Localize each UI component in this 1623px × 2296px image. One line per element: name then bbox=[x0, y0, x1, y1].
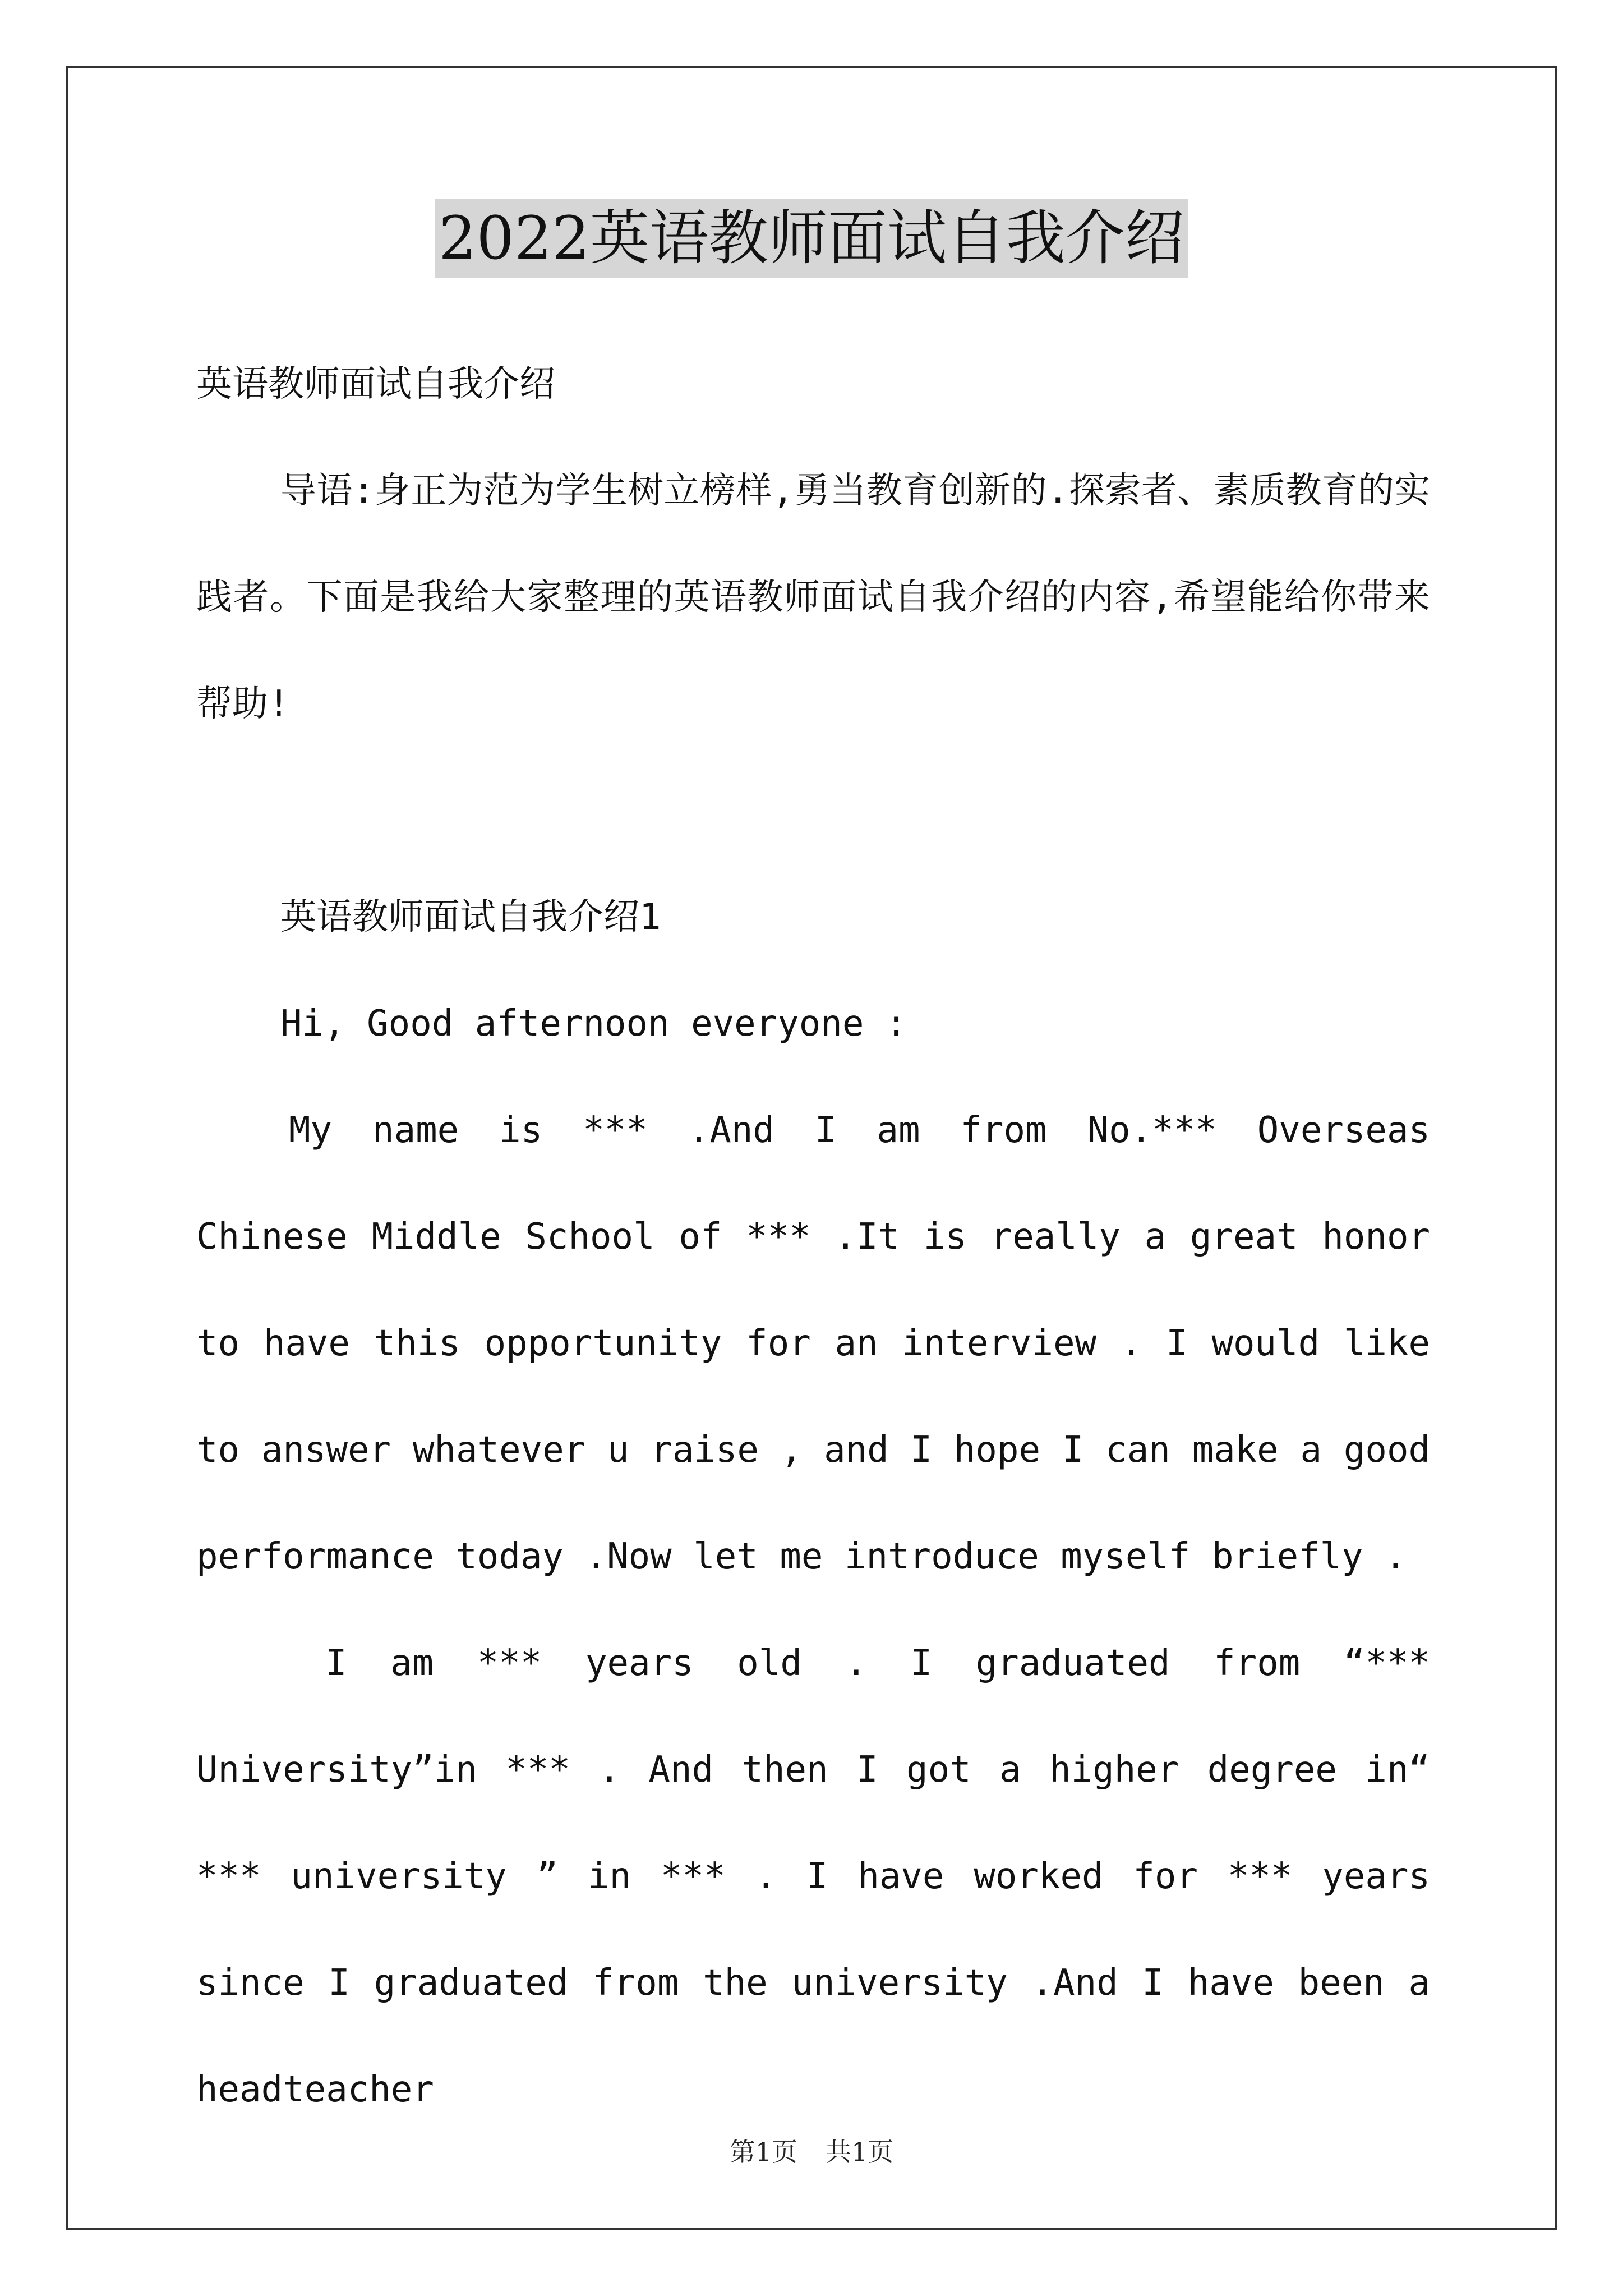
page-footer bbox=[0, 2132, 1623, 2169]
document-title: 2022英语教师面试自我介绍 bbox=[435, 199, 1188, 278]
subtitle: 英语教师面试自我介绍 bbox=[196, 364, 555, 405]
intro-paragraph: 导语:身正为范为学生树立榜样,勇当教育创新的.探索者、素质教育的实践者。下面是我给大家整理的英语教师面试自我介绍的内容,希望能给你带来帮助! bbox=[196, 470, 1430, 725]
page-number-current: 第1页 bbox=[729, 2137, 797, 2167]
greeting: Hi, Good afternoon everyone : bbox=[280, 1003, 907, 1045]
document-body bbox=[196, 331, 1430, 2143]
page-number-total: 共1页 bbox=[826, 2137, 894, 2167]
paragraph-1: My name is *** .And I am from No.*** Overseas Chinese Middle School of *** .It is really a great honor to have this opportunity for an interview . I would like to answer whatever u raise , and I hope I can make a good performance today .Now let me introduce myself briefly . bbox=[196, 1110, 1430, 1577]
paragraph-2: I am *** years old . I graduated from “*** University”in *** . And then I got a higher degree in“ *** university ” in *** . I have worked for *** years since I graduated from the university .And I have been a headteacher bbox=[196, 1642, 1430, 2110]
section-heading: 英语教师面试自我介绍1 bbox=[280, 896, 661, 938]
document-title-wrap bbox=[0, 199, 1623, 278]
